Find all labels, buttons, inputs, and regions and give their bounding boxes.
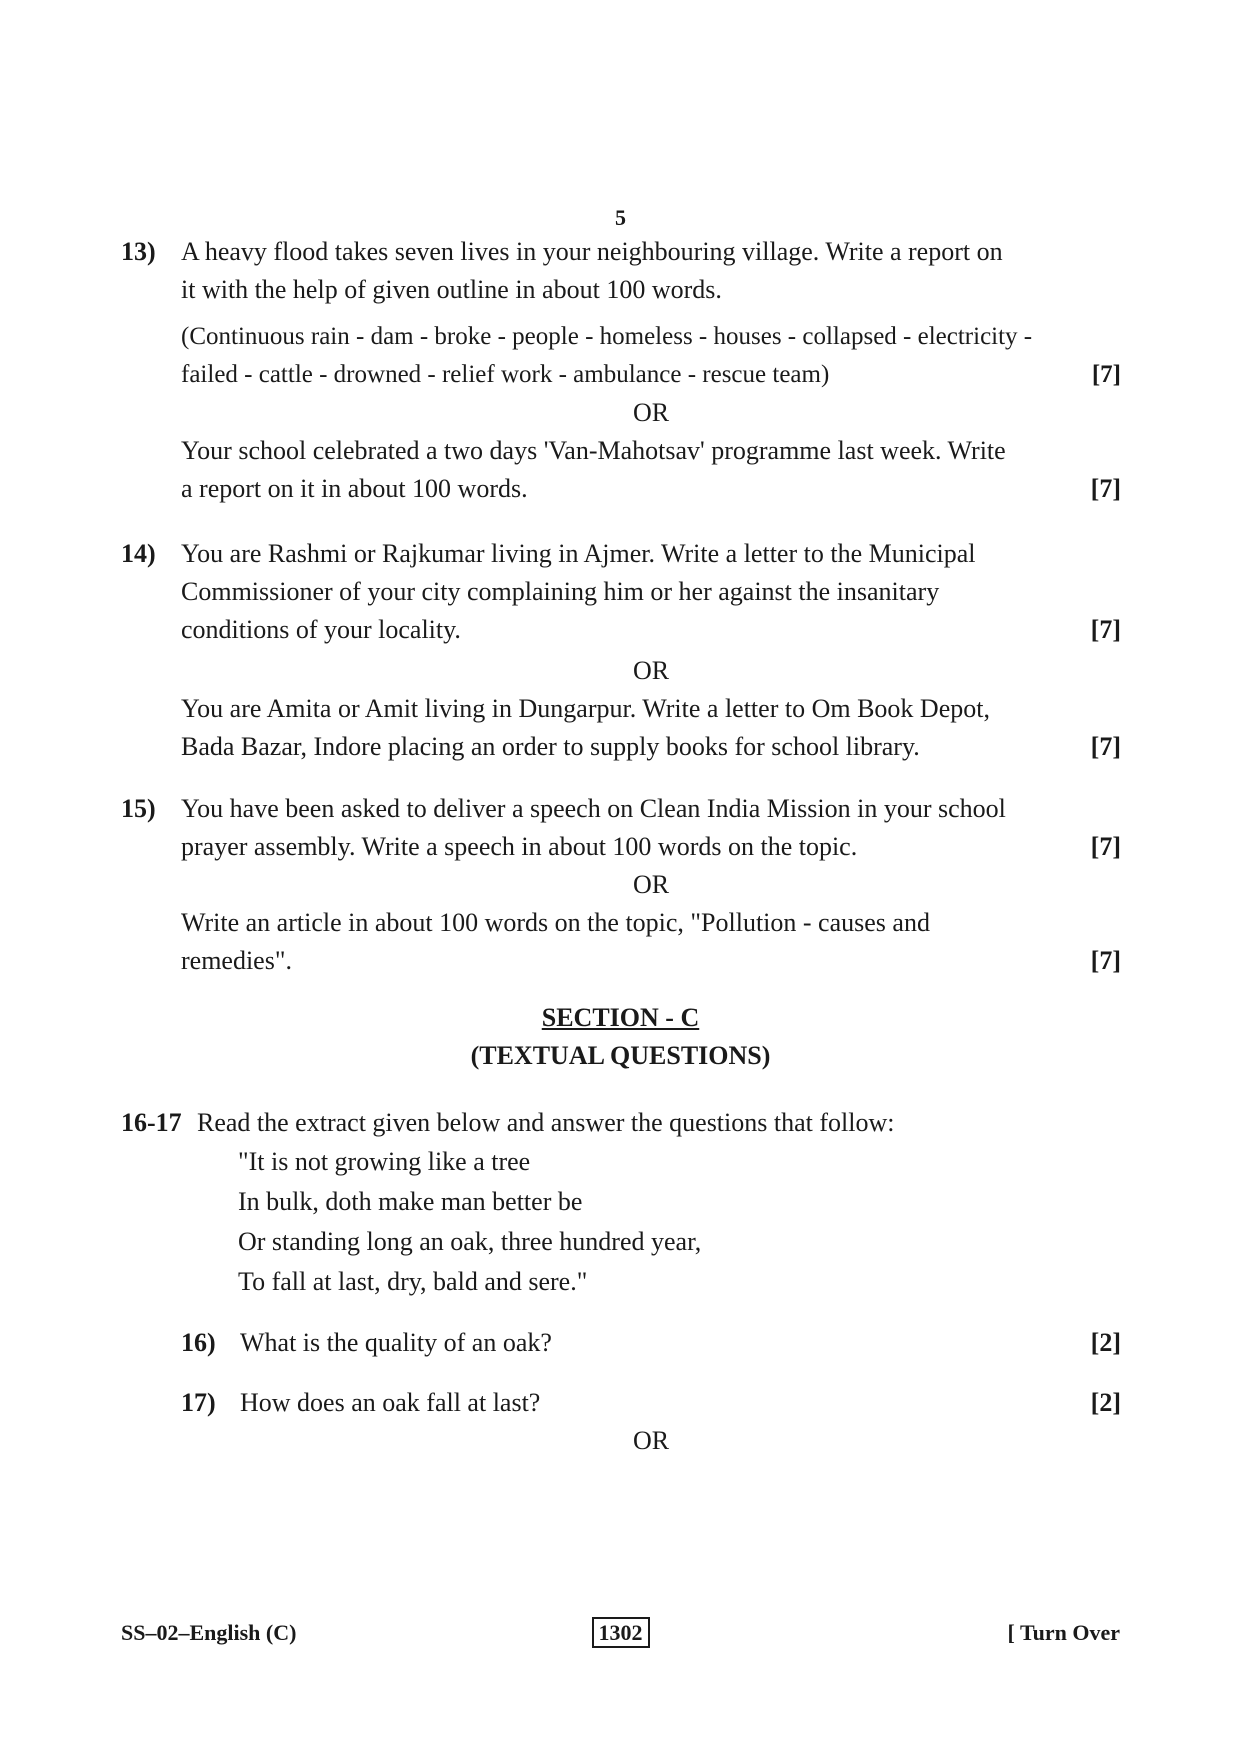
poem-line: Or standing long an oak, three hundred year, <box>238 1227 702 1256</box>
question-line <box>181 470 1121 508</box>
question-text: prayer assembly. Write a speech in about 100 words on the topic. <box>181 832 858 861</box>
footer-turn-over: [ Turn Over <box>1007 1620 1120 1645</box>
question-text: Write an article in about 100 words on the topic, "Pollution - causes and <box>181 908 930 937</box>
sub-question-text: How does an oak fall at last? <box>240 1388 541 1417</box>
marks: [2] <box>1090 1328 1121 1357</box>
sub-question-16 <box>181 1324 1121 1362</box>
page-number: 5 <box>615 205 626 230</box>
outline-text: (Continuous rain - dam - broke - people - homeless - houses - collapsed - electricity - <box>181 323 1033 350</box>
question-14 <box>121 535 1121 766</box>
marks: [7] <box>1090 832 1121 861</box>
question-16-17 <box>121 1104 1121 1460</box>
section-heading <box>0 999 1241 1075</box>
question-text: Your school celebrated a two days 'Van-Mahotsav' programme last week. Write <box>181 436 1006 465</box>
marks: [7] <box>1090 474 1121 503</box>
or-divider: OR <box>632 870 670 899</box>
poem-line: In bulk, doth make man better be <box>238 1187 583 1216</box>
sub-question-text: What is the quality of an oak? <box>240 1328 552 1357</box>
question-text: Commissioner of your city complaining him or her against the insanitary <box>181 577 940 606</box>
question-text: You are Amita or Amit living in Dungarpur. Write a letter to Om Book Depot, <box>181 694 990 723</box>
booklet-code: 1302 <box>592 1617 650 1648</box>
marks: [7] <box>1090 732 1121 761</box>
poem-line: "It is not growing like a tree <box>238 1147 531 1176</box>
or-divider: OR <box>632 398 670 427</box>
outline-line <box>181 356 1121 394</box>
or-divider: OR <box>632 1426 670 1455</box>
outline-text: failed - cattle - drowned - relief work - ambulance - rescue team) <box>181 361 830 388</box>
sub-question-17 <box>181 1384 1121 1422</box>
question-text: You are Rashmi or Rajkumar living in Ajmer. Write a letter to the Municipal <box>181 539 976 568</box>
question-15 <box>121 790 1121 980</box>
sub-question-number: 17) <box>181 1388 216 1417</box>
sub-question-number: 16) <box>181 1328 216 1357</box>
question-line <box>181 611 1121 649</box>
marks: [7] <box>1090 946 1121 975</box>
question-line <box>181 942 1121 980</box>
poem-extract <box>238 1142 1121 1302</box>
marks: [7] <box>1090 615 1121 644</box>
question-number: 14) <box>121 539 156 568</box>
question-text: Read the extract given below and answer the questions that follow: <box>197 1108 895 1137</box>
question-text: Bada Bazar, Indore placing an order to supply books for school library. <box>181 732 920 761</box>
question-text: A heavy flood takes seven lives in your neighbouring village. Write a report on <box>181 237 1003 266</box>
marks: [2] <box>1090 1388 1121 1417</box>
section-subtitle: (TEXTUAL QUESTIONS) <box>470 1041 771 1070</box>
question-number: 15) <box>121 794 156 823</box>
question-number: 16-17 <box>121 1108 182 1137</box>
question-number: 13) <box>121 237 156 266</box>
section-title: SECTION - C <box>541 1003 700 1032</box>
question-line <box>181 728 1121 766</box>
question-text: conditions of your locality. <box>181 615 461 644</box>
question-text: it with the help of given outline in about 100 words. <box>181 275 722 304</box>
footer-paper-code: SS–02–English (C) <box>121 1620 297 1645</box>
question-13 <box>121 233 1121 508</box>
question-text: a report on it in about 100 words. <box>181 474 528 503</box>
marks: [7] <box>1091 361 1121 388</box>
or-divider: OR <box>632 656 670 685</box>
question-text: You have been asked to deliver a speech on Clean India Mission in your school <box>181 794 1006 823</box>
question-line <box>181 828 1121 866</box>
poem-line: To fall at last, dry, bald and sere." <box>238 1267 588 1296</box>
outline-block <box>181 318 1121 394</box>
question-text: remedies". <box>181 946 292 975</box>
